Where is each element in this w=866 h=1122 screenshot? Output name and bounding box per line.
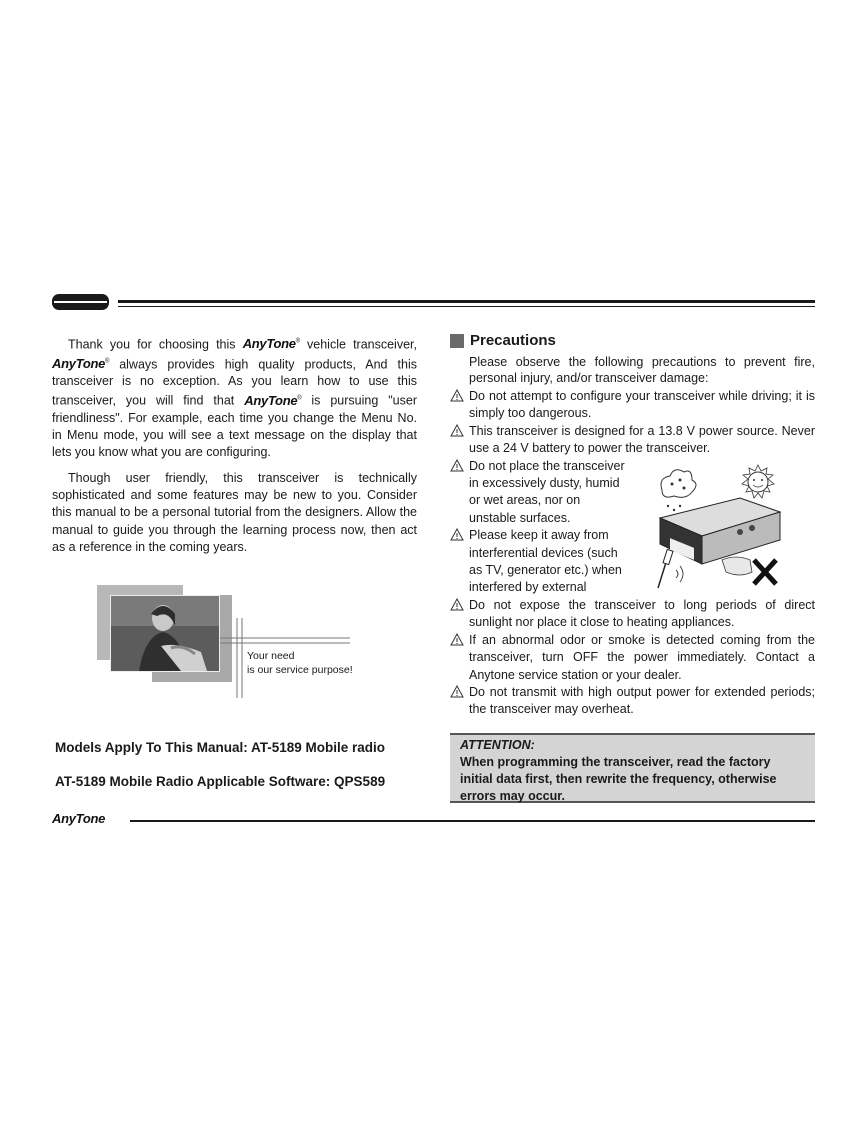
precautions-intro: Please observe the following precautions to prevent fire, personal injury, and/or transceiver damage: <box>469 355 815 385</box>
intro-text: Though user friendly, this transceiver is technically sophisticated and some features may be new to you. Consider this manual to be a personal tutorial from the designers. Allow the manual to guide you through the learning process now, then act as a reference in the coming years. <box>52 471 417 554</box>
screwdriver-icon <box>658 549 683 588</box>
precaution-text: If an abnormal odor or smoke is detected coming from the transceiver, turn OFF the power immediately. Contact a Anytone service station or your dealer. <box>469 632 815 682</box>
precaution-text: Do not place the transceiver in excessively dusty, humid or wet areas, nor on unstable surfaces. <box>469 458 625 525</box>
warning-icon <box>450 424 464 437</box>
reg-mark: ® <box>105 358 110 365</box>
precaution-text: Do not attempt to configure your transceiver while driving; it is simply too dangerous. <box>469 389 815 421</box>
precaution-text: Do not transmit with high output power for extended periods; the transceiver may overheat. <box>469 684 815 717</box>
header-tab-marker <box>52 294 109 310</box>
precaution-item <box>450 632 815 684</box>
brand-name: AnyTone <box>244 392 298 408</box>
intro-text: Thank you for choosing this <box>68 337 236 352</box>
footer-rule <box>130 820 815 822</box>
brand-name: AnyTone <box>52 355 106 371</box>
reg-mark: ® <box>297 395 302 402</box>
warning-icon <box>450 598 464 611</box>
attention-title: ATTENTION: <box>460 738 535 752</box>
attention-box <box>450 733 815 803</box>
intro-text: is pursuing "user friendliness". For example, each time you change the Menu No. in Menu mode, you will see a text message on the display that lets you know what you are configuring. <box>52 393 417 460</box>
precaution-item <box>450 684 815 719</box>
attention-body: When programming the transceiver, read the factory initial data first, then rewrite the frequency, otherwise errors may occur. <box>460 755 777 803</box>
heading-square-icon <box>450 334 464 348</box>
precaution-item <box>450 388 815 423</box>
anytone-logo-inline <box>244 393 301 408</box>
warning-icon <box>450 685 464 698</box>
hand-icon <box>722 557 752 575</box>
sun-icon <box>742 465 774 498</box>
precautions-title: Precautions <box>470 332 556 349</box>
footer-logo: AnyTone <box>52 811 106 826</box>
anytone-logo-inline <box>243 336 300 351</box>
service-caption-line: Your need <box>247 650 295 662</box>
intro-text: vehicle transceiver, <box>307 337 417 352</box>
handshake-photo <box>110 595 220 672</box>
reg-mark: ® <box>295 339 300 345</box>
intro-text: always provides high quality products, And this transceiver is no exception. As you learn how to use this transceiver, you will find that <box>52 356 417 408</box>
software-text: AT-5189 Mobile Radio Applicable Software: QPS589 <box>55 774 386 789</box>
warning-icon <box>450 528 464 541</box>
precaution-item <box>450 423 815 458</box>
precaution-text: Do not expose the transceiver to long periods of direct sunlight nor place it close to heating appliances. <box>469 597 815 630</box>
warning-icon <box>450 459 464 472</box>
precaution-text: Please keep it away from interferential devices (such as TV, generator etc.) when interfered by external <box>469 528 622 595</box>
cross-icon <box>754 560 776 584</box>
brand-name: AnyTone <box>242 336 296 352</box>
cloud-icon <box>661 470 696 511</box>
service-caption-line: is our service purpose! <box>247 664 353 676</box>
intro-paragraph-2 <box>52 470 417 556</box>
precautions-heading <box>450 332 556 349</box>
warning-icon <box>450 633 464 646</box>
precaution-item <box>450 597 815 632</box>
handshake-illustration <box>111 596 219 671</box>
hazard-illustration <box>640 460 815 595</box>
header-rule <box>118 300 815 307</box>
models-apply-text: Models Apply To This Manual: AT-5189 Mobile radio <box>55 740 386 755</box>
precaution-text: This transceiver is designed for a 13.8 V power source. Never use a 24 V battery to power the transceiver. <box>469 423 815 456</box>
intro-paragraph-1 <box>52 334 417 461</box>
anytone-logo-inline <box>52 356 109 371</box>
radio-device-icon <box>660 498 780 564</box>
service-caption <box>247 649 353 677</box>
warning-icon <box>450 389 464 402</box>
